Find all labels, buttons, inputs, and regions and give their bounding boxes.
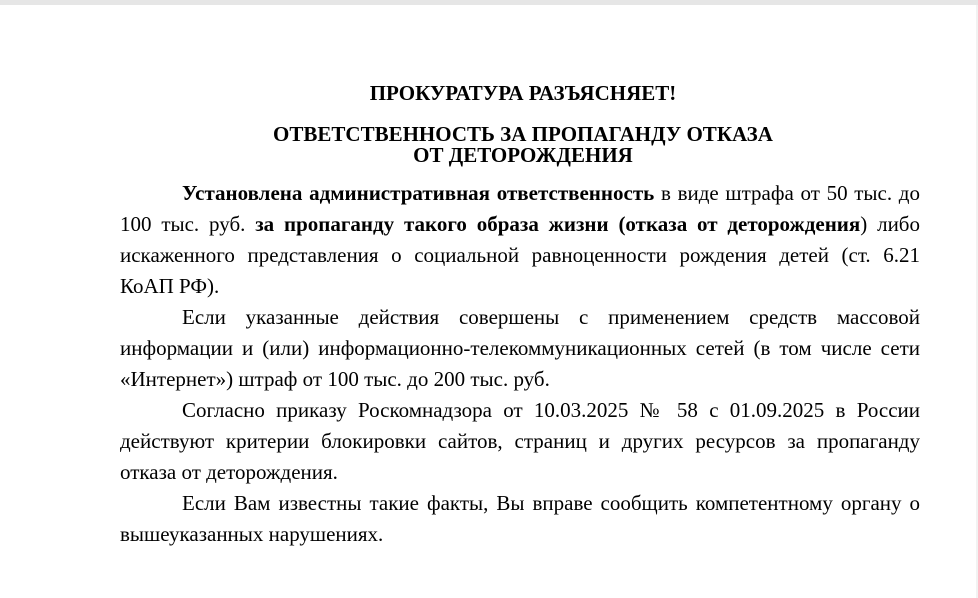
paragraph-2: Если указанные действия совершены с применением средств массовой информации и (или) информационно-телекоммуникационных сетей (в том числе сети «Интернет») штраф от 100 тыс. до 200 тыс. руб. [120,305,920,391]
paragraph-1-bold-lead: Установлена административная ответственность [182,181,655,205]
paragraph-4: Если Вам известны такие факты, Вы вправе сообщить компетентному органу о вышеуказанных нарушениях. [120,491,920,546]
paragraph-3: Согласно приказу Роскомнадзора от 10.03.2025 № 58 с 01.09.2025 в России действуют критерии блокировки сайтов, страниц и других ресурсов за пропаганду отказа от деторождения. [120,398,920,484]
page-title: ПРОКУРАТУРА РАЗЪЯСНЯЕТ! [369,81,677,105]
subtitle [120,124,920,166]
paragraph-1-text-1: в виде штрафа от 50 тыс. до 100 тыс. руб. [120,181,920,236]
subtitle-line-1: ОТВЕТСТВЕННОСТЬ ЗА ПРОПАГАНДУ ОТКАЗА [273,122,773,146]
paragraph-1 [120,178,920,302]
paragraph-1-bold-2: за пропаганду такого образа жизни (отказа от деторождения [255,212,861,236]
top-border [0,0,978,5]
subtitle-line-2: ОТ ДЕТОРОЖДЕНИЯ [413,143,633,167]
document-page [120,78,920,550]
paragraph-1-text-2: ) либо искаженного представления о социальной равноценности рождения детей (ст. 6.21 КоАП РФ). [120,212,920,298]
